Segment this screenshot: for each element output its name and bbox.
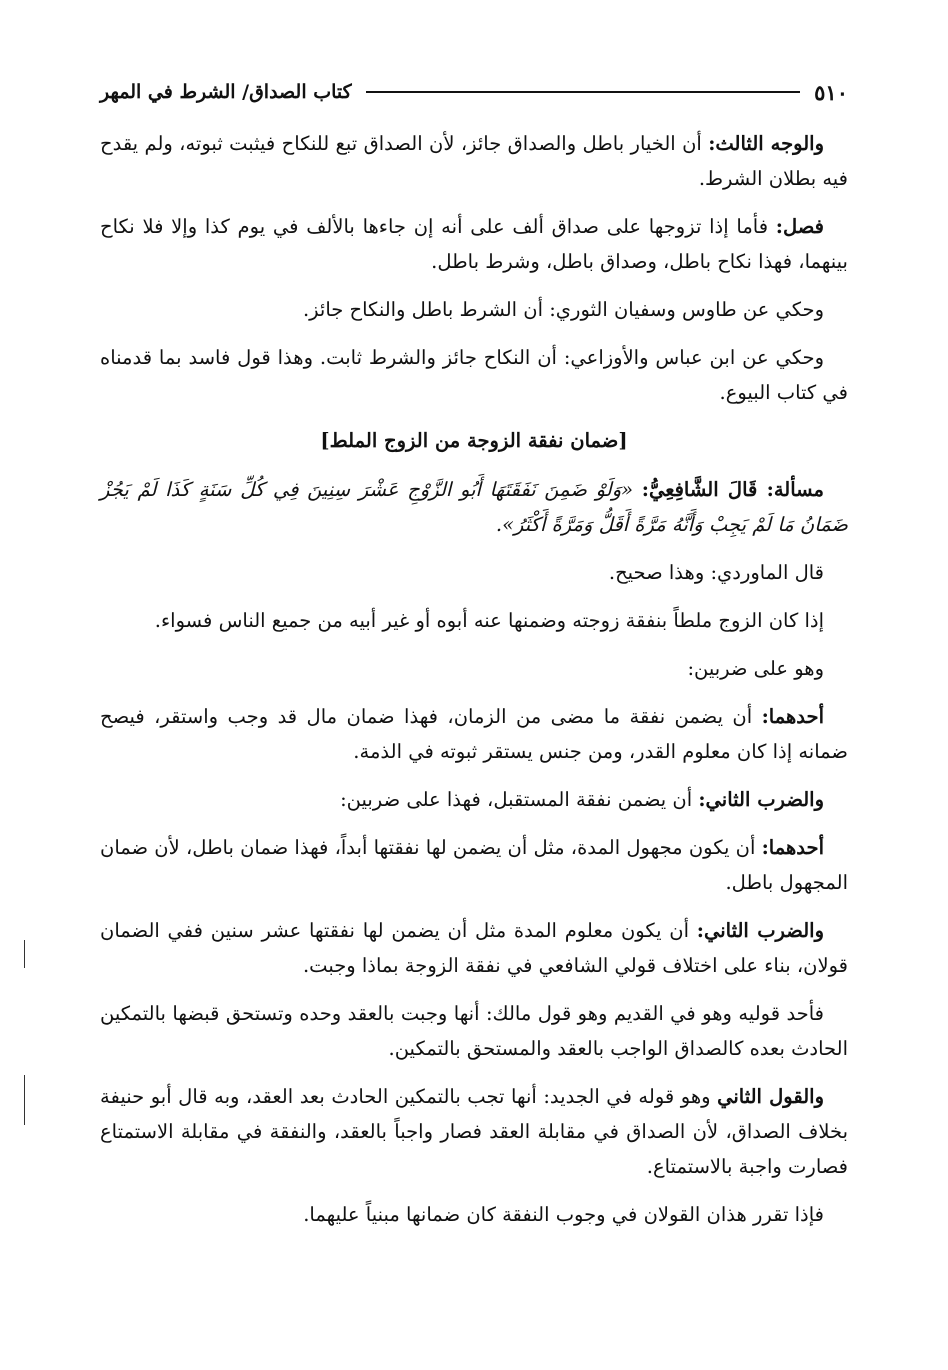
paragraph-lead: أحدهما: xyxy=(761,705,824,728)
paragraph-lead: أحدهما: xyxy=(761,836,824,859)
header-rule xyxy=(366,91,800,93)
paragraph xyxy=(100,340,848,410)
paragraph-lead: والقول الثاني xyxy=(717,1085,824,1108)
paragraph-lead: والضرب الثاني: xyxy=(698,788,824,811)
paragraph-text: إذا كان الزوج ملطاً بنفقة زوجته وضمنها عنه أبوه أو غير أبيه من جميع الناس فسواء. xyxy=(154,609,824,632)
page-number: ٥١٠ xyxy=(814,79,848,105)
paragraph-text: فإذا تقرر هذان القولان في وجوب النفقة كان ضمانها مبنياً عليهما. xyxy=(303,1203,824,1226)
paragraph-text: وهو قوله في الجديد: أنها تجب بالتمكين الحادث بعد العقد، وبه قال أبو حنيفة بخلاف الصداق، لأن الصداق في مقابلة العقد فصار واجباً بالعقد، والنفقة في مقابلة الاستمتاع فصارت واجبة بالاستمتاع. xyxy=(100,1085,848,1178)
paragraph xyxy=(100,830,848,900)
paragraph-lead: فصل: xyxy=(775,215,824,238)
scan-margin-mark xyxy=(24,1075,25,1125)
paragraph xyxy=(100,292,848,327)
paragraph-text: أن يضمن نفقة ما مضى من الزمان، فهذا ضمان مال قد وجب واستقر، فيصح ضمانه إذا كان معلوم القدر، ومن جنس يستقر ثبوته في الذمة. xyxy=(100,705,848,763)
scan-margin-mark xyxy=(24,940,25,968)
paragraph xyxy=(100,1079,848,1184)
paragraph-text: فأحد قوليه وهو في القديم وهو قول مالك: أنها وجبت بالعقد وحده وتستحق قبضها بالتمكين الحادث بعده كالصداق الواجب بالعقد والمستحق بالتمكين. xyxy=(100,1002,848,1060)
paragraph-text: وحكي عن طاوس وسفيان الثوري: أن الشرط باطل والنكاح جائز. xyxy=(302,298,824,321)
paragraph-text: أن يضمن نفقة المستقبل، فهذا على ضربين: xyxy=(340,788,699,811)
masala-paragraph xyxy=(100,472,848,542)
paragraph xyxy=(100,651,848,686)
page-header xyxy=(100,74,848,110)
paragraph xyxy=(100,996,848,1066)
paragraph-text: وحكي عن ابن عباس والأوزاعي: أن النكاح جائز والشرط ثابت. وهذا قول فاسد بما قدمناه في كتاب البيوع. xyxy=(100,346,848,404)
paragraph xyxy=(100,209,848,279)
paragraph-text: وهو على ضربين: xyxy=(687,657,824,680)
paragraph xyxy=(100,782,848,817)
paragraph-lead: والضرب الثاني: xyxy=(696,919,824,942)
paragraph xyxy=(100,555,848,590)
paragraph xyxy=(100,913,848,983)
paragraph-lead: والوجه الثالث: xyxy=(708,132,824,155)
paragraph-text: فأما إذا تزوجها على صداق ألف على أنه إن جاءها بالألف في يوم كذا وإلا فلا نكاح بينهما، فهذا نكاح باطل، وصداق باطل، وشرط باطل. xyxy=(100,215,848,273)
paragraph-text: أن الخيار باطل والصداق جائز، لأن الصداق تبع للنكاح فيثبت ثبوته، ولم يقدح فيه بطلان الشرط. xyxy=(100,132,848,190)
paragraph-text: أن يكون معلوم المدة مثل أن يضمن لها نفقتها عشر سنين ففي الضمان قولان، بناء على اختلاف قولي الشافعي في نفقة الزوجة بماذا وجبت. xyxy=(100,919,848,977)
masala-lead: مسألة: قَالَ الشَّافِعِيُّ: xyxy=(641,478,825,501)
section-heading: [ضمان نفقة الزوجة من الزوج الملط] xyxy=(320,429,628,452)
paragraph xyxy=(100,126,848,196)
masala-quote: «وَلَوْ ضَمِنَ نَفَقَتَهَا أَبُو الزَّوْجِ عَشْرَ سِنِينَ فِي كُلِّ سَنَةٍ كَذَا لَمْ يَجُزْ ضَمَانُ مَا لَمْ يَجِبْ وَأَنَّهُ مَرَّةً أَقَلُّ وَمَرَّةً أَكْثَرُ». xyxy=(100,478,848,536)
paragraph xyxy=(100,1197,848,1232)
running-title: كتاب الصداق/ الشرط في المهر xyxy=(100,81,352,103)
paragraph-text: قال الماوردي: وهذا صحيح. xyxy=(608,561,824,584)
paragraph xyxy=(100,603,848,638)
paragraph-text: أن يكون مجهول المدة، مثل أن يضمن لها نفقتها أبداً، فهذا ضمان باطل، لأن ضمان المجهول باطل. xyxy=(100,836,848,894)
paragraph xyxy=(100,699,848,769)
page-body xyxy=(100,126,848,1245)
